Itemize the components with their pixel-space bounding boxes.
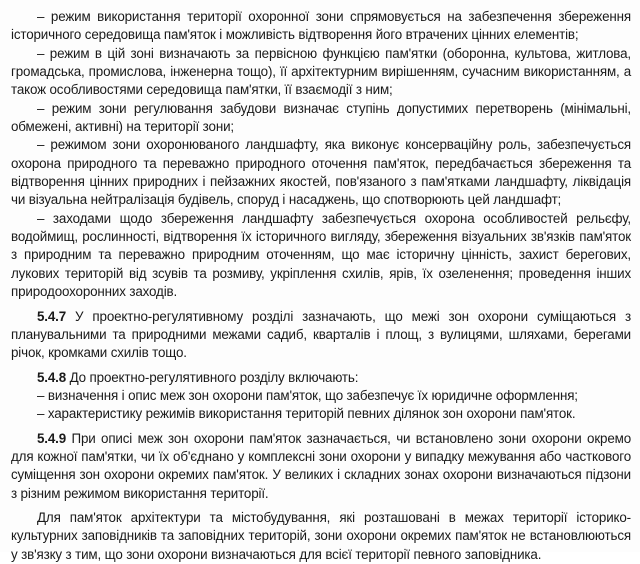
list-item-regime-characteristics bbox=[11, 405, 631, 423]
paragraph-text: – визначення і опис меж зон охорони пам'яток, що забезпечує їх юридичне оформлення; bbox=[37, 387, 578, 403]
clause-5-4-8 bbox=[11, 369, 631, 387]
list-item-boundary-description bbox=[11, 387, 631, 405]
document-body bbox=[11, 8, 631, 564]
paragraph-text: – режимом зони охоронюваного ландшафту, яка виконує консерваційну роль, забезпечується охорона природного та переважно природного оточення пам'яток, передбачається збереження та відтворення цінних природних і пейзажних якостей, пов'язаного з пам'ятками ландшафту, ліквідація чи візуальна нейтралізація будівель, споруд і насаджень, що спотворюють цей ландшафт; bbox=[11, 137, 631, 208]
clause-number: 5.4.9 bbox=[37, 430, 67, 446]
clause-number: 5.4.7 bbox=[37, 308, 67, 324]
paragraph-text: До проектно-регулятивного розділу включають: bbox=[66, 369, 359, 385]
paragraph-text: – режим зони регулювання забудови визначає ступінь допустимих перетворень (мінімальні, обмежені, активні) на території зони; bbox=[11, 100, 631, 135]
paragraph-reserve-territories bbox=[11, 509, 631, 564]
clause-5-4-7 bbox=[11, 308, 631, 363]
paragraph-text: – заходами щодо збереження ландшафту забезпечується охорона особливостей рельєфу, водоймищ, рослинності, відтворення їх історичного вигляду, збереження візуальних зв'язків пам'яток з природним та переважно природним оточенням, що має історичну цінність, захист берегових, лукових територій від зсувів та розмиву, укріплення схилів, ярів, їх озеленення; проведення інших природоохоронних заходів. bbox=[11, 210, 631, 300]
paragraph-zone-function-regime bbox=[11, 45, 631, 100]
paragraph-text: У проектно-регулятивному розділі зазначають, що межі зон охорони суміщаються з планувальними та природними межами садиб, кварталів і площ, з вулицями, шляхами, берегами річок, кромками схилів тощо. bbox=[11, 308, 631, 361]
paragraph-protection-zone-regime bbox=[11, 8, 631, 45]
paragraph-landscape-preservation bbox=[11, 210, 631, 302]
paragraph-text: Для пам'яток архітектури та містобудування, які розташовані в межах території історико-культурних заповідників та заповідних територій, зони охорони окремих пам'яток не встановлюються у зв'язку з тим, що зони охорони визначаються для всієї території певного заповідника. bbox=[11, 509, 631, 562]
paragraph-text: – характеристику режимів використання територій певних ділянок зон охорони пам'яток. bbox=[37, 406, 576, 422]
paragraph-protected-landscape-zone bbox=[11, 136, 631, 209]
clause-number: 5.4.8 bbox=[37, 369, 67, 385]
clause-5-4-9 bbox=[11, 430, 631, 503]
paragraph-text: – режим в цій зоні визначають за первісною функцією пам'ятки (оборонна, культова, житлова, громадська, промислова, інженерна тощо), її архітектурним вирішенням, сучасним використанням, а також особливостями середовища пам'ятки, її взаємодії з ним; bbox=[11, 45, 631, 98]
paragraph-text: – режим використання території охоронної зони спрямовується на забезпечення збереження історичного середовища пам'яток і можливість відтворення його втрачених цінних елементів; bbox=[11, 9, 631, 43]
paragraph-text: При описі меж зон охорони пам'яток зазначається, чи встановлено зони охорони окремо для кожної пам'ятки, чи їх об'єднано у комплексні зони охорони у випадку межування або часткового суміщення зон охорони окремих пам'яток. У великих і складних зонах охорони визначаються підзони з різним режимом використання території. bbox=[11, 430, 631, 501]
paragraph-building-regulation-zone bbox=[11, 100, 631, 137]
